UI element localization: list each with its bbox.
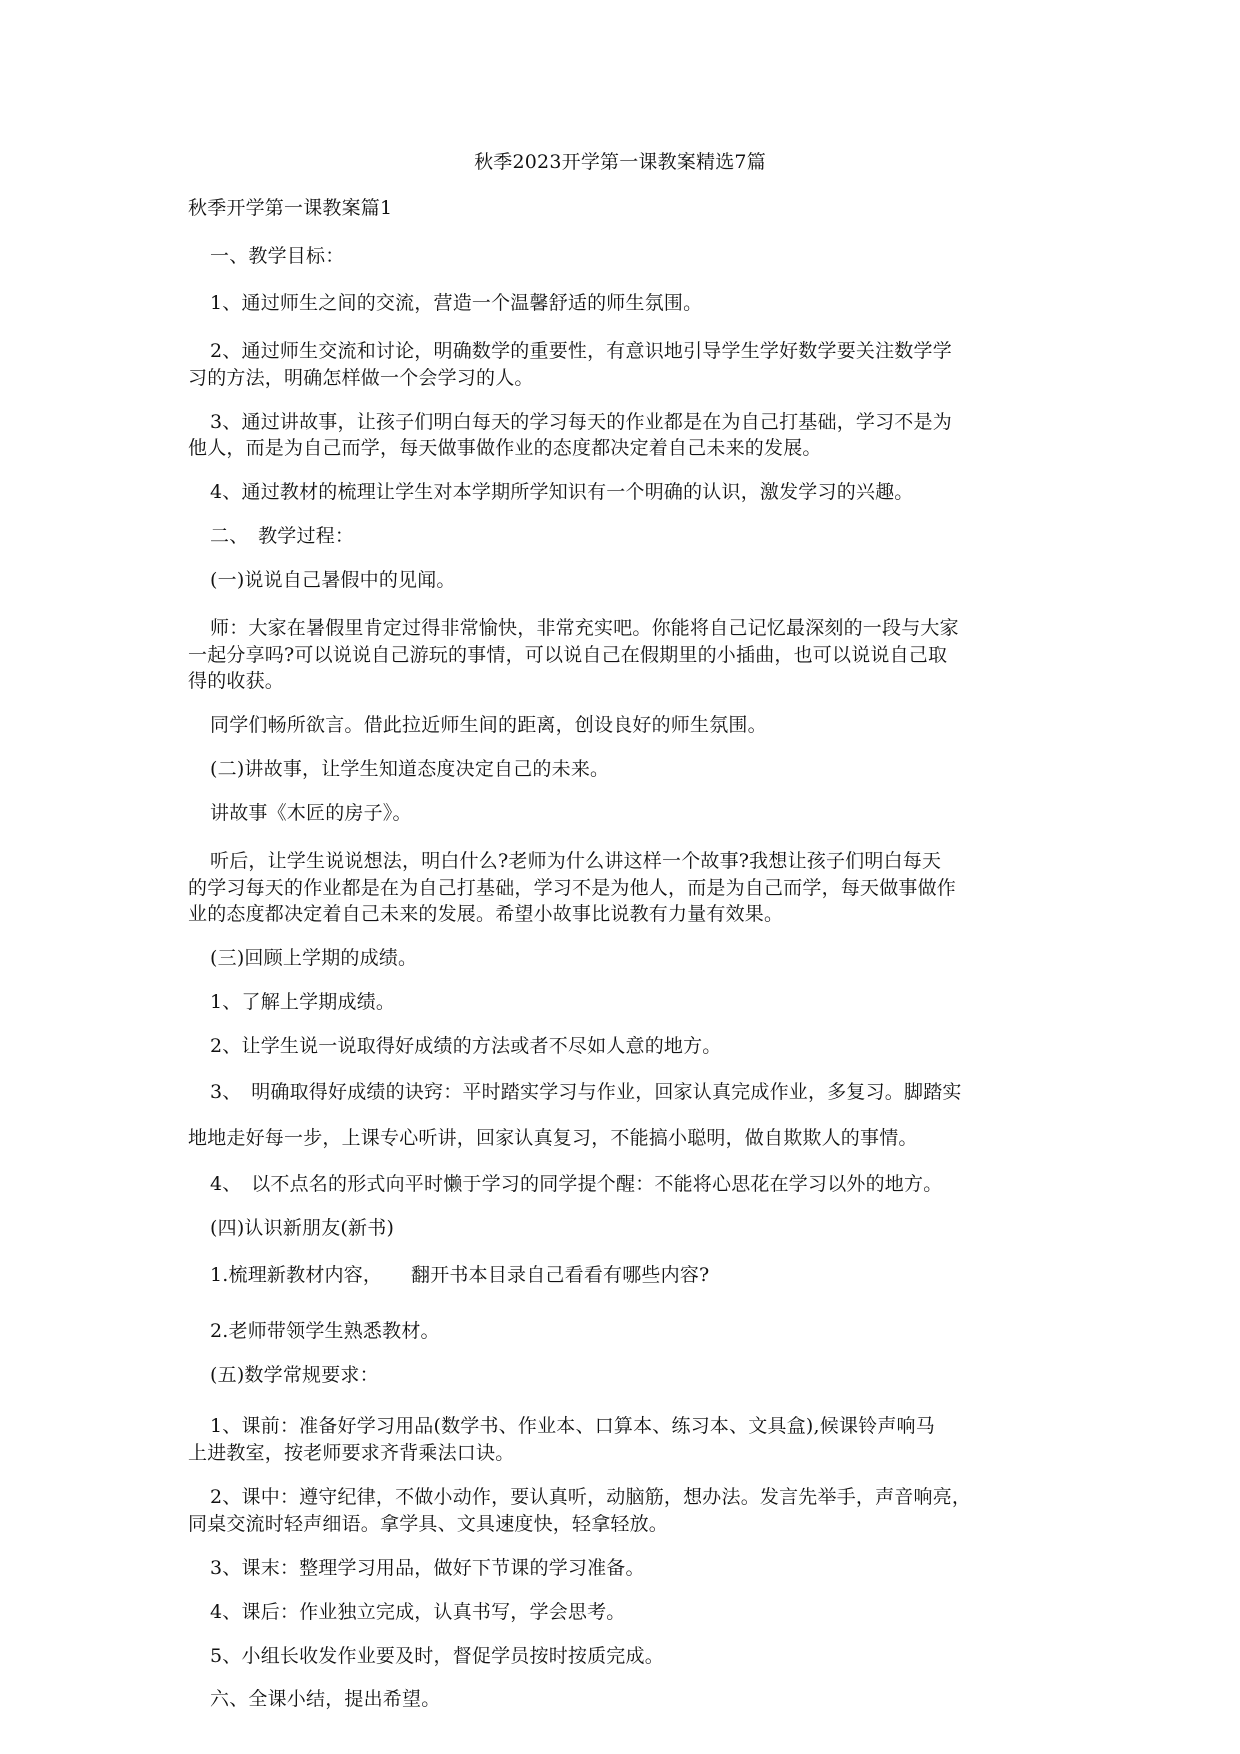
paragraph-line: 他人，而是为自己而学，每天做事做作业的态度都决定着自己未来的发展。	[188, 437, 822, 460]
paragraph-line: 习的方法，明确怎样做一个会学习的人。	[188, 366, 534, 389]
paragraph-line: 师：大家在暑假里肯定过得非常愉快，非常充实吧。你能将自己记忆最深刻的一段与大家	[210, 617, 959, 639]
paragraph-line: 5、小组长收发作业要及时，督促学员按时按质完成。	[210, 1644, 664, 1667]
paragraph-line: 同学们畅所欲言。借此拉近师生间的距离，创设良好的师生氛围。	[210, 714, 767, 737]
paragraph-line: 地地走好每一步，上课专心听讲，回家认真复习，不能搞小聪明，做自欺欺人的事情。	[188, 1126, 918, 1149]
paragraph-line: 2、让学生说一说取得好成绩的方法或者不尽如人意的地方。	[210, 1035, 722, 1058]
paragraph-line: (一)说说自己暑假中的见闻。	[210, 569, 456, 592]
paragraph-line: 1、通过师生之间的交流，营造一个温馨舒适的师生氛围。	[210, 292, 703, 315]
paragraph-line: 4、 以不点名的形式向平时懒于学习的同学提个醒：不能将心思花在学习以外的地方。	[210, 1172, 943, 1195]
paragraph-line: 得的收获。	[188, 670, 285, 693]
paragraph-line: 1、了解上学期成绩。	[210, 991, 396, 1014]
paragraph-line: 2、通过师生交流和讨论，明确数学的重要性，有意识地引导学生学好数学要关注数学学	[210, 340, 952, 363]
section-heading: 秋季开学第一课教案篇1	[188, 196, 393, 219]
paragraph-line: 二、 教学过程：	[210, 525, 355, 548]
paragraph-line: 业的态度都决定着自己未来的发展。希望小故事比说教有力量有效果。	[188, 903, 784, 926]
paragraph-line: 3、通过讲故事，让孩子们明白每天的学习每天的作业都是在为自己打基础，学习不是为	[210, 410, 952, 433]
paragraph-line: (二)讲故事，让学生知道态度决定自己的未来。	[210, 758, 610, 781]
paragraph-line: 同桌交流时轻声细语。拿学具、文具速度快，轻拿轻放。	[188, 1512, 669, 1535]
paragraph-line: 4、通过教材的梳理让学生对本学期所学知识有一个明确的认识，激发学习的兴趣。	[210, 481, 914, 504]
paragraph-line: 1.梳理新教材内容， 翻开书本目录自己看看有哪些内容?	[210, 1264, 710, 1287]
paragraph-line: 1、课前：准备好学习用品(数学书、作业本、口算本、练习本、文具盒),候课铃声响马	[210, 1415, 935, 1438]
paragraph-line: (五)数学常规要求：	[210, 1363, 379, 1386]
paragraph-line: (三)回顾上学期的成绩。	[210, 947, 418, 970]
document-title: 秋季2023开学第一课教案精选7篇	[474, 151, 766, 173]
paragraph-line: 六、全课小结，提出希望。	[210, 1688, 441, 1711]
paragraph-line: 一起分享吗?可以说说自己游玩的事情，可以说自己在假期里的小插曲，也可以说说自己取	[188, 643, 948, 666]
paragraph-line: 的学习每天的作业都是在为自己打基础，学习不是为他人，而是为自己而学，每天做事做作	[188, 876, 957, 899]
paragraph-line: 2、课中：遵守纪律，不做小动作，要认真听，动脑筋，想办法。发言先举手，声音响亮，	[210, 1485, 972, 1508]
paragraph-line: 4、课后：作业独立完成，认真书写，学会思考。	[210, 1600, 626, 1623]
paragraph-line: 2.老师带领学生熟悉教材。	[210, 1319, 440, 1342]
paragraph-line: (四)认识新朋友(新书)	[210, 1216, 395, 1239]
paragraph-line: 听后，让学生说说想法，明白什么?老师为什么讲这样一个故事?我想让孩子们明白每天	[210, 850, 942, 872]
paragraph-line: 3、 明确取得好成绩的诀窍：平时踏实学习与作业，回家认真完成作业，多复习。脚踏实	[210, 1081, 962, 1104]
paragraph-line: 3、课末：整理学习用品，做好下节课的学习准备。	[210, 1556, 645, 1579]
paragraph-line: 上进教室，按老师要求齐背乘法口诀。	[188, 1442, 515, 1465]
paragraph-line: 讲故事《木匠的房子》。	[210, 802, 412, 825]
paragraph-line: 一、教学目标：	[210, 244, 345, 267]
